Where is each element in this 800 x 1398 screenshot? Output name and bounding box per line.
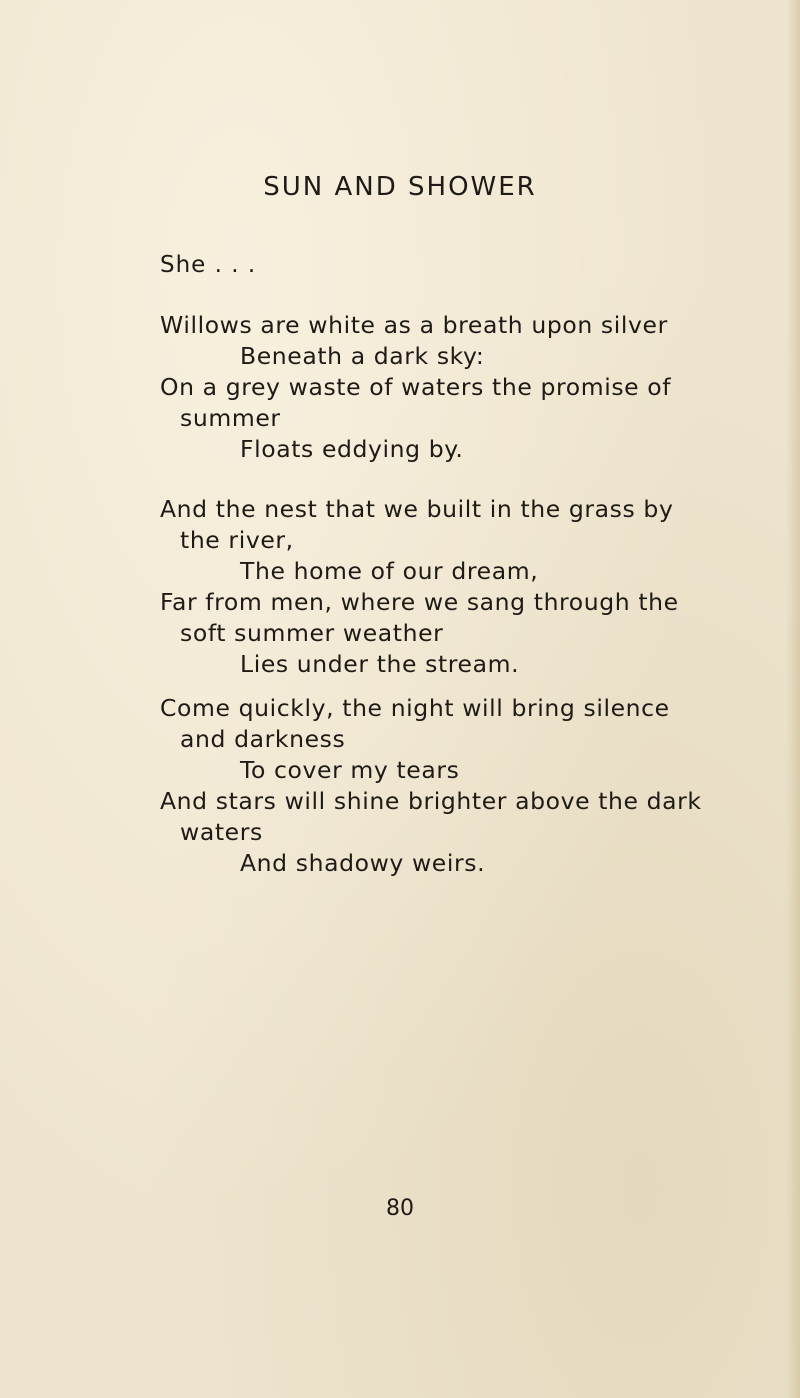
verse-line: Come quickly, the night will bring silence (160, 694, 670, 722)
speaker-label: She . . . (160, 252, 257, 278)
verse-line: the river, (180, 526, 294, 554)
verse-line: And stars will shine brighter above the dark (160, 787, 702, 815)
verse-line: And the nest that we built in the grass by (160, 495, 674, 523)
verse-line: And shadowy weirs. (240, 849, 486, 877)
verse-line: Beneath a dark sky: (240, 342, 485, 370)
verse-line: On a grey waste of waters the promise of (160, 373, 672, 401)
poem-title: SUN AND SHOWER (263, 172, 537, 202)
page-number: 80 (386, 1196, 414, 1221)
verse-line: summer (180, 404, 281, 432)
verse-line: and darkness (180, 725, 346, 753)
stanza-3 (160, 693, 750, 879)
verse-line: Willows are white as a breath upon silver (160, 311, 668, 339)
verse-line: To cover my tears (240, 756, 460, 784)
verse-line: soft summer weather (180, 619, 444, 647)
stanza-1 (160, 310, 750, 465)
verse-line: The home of our dream, (240, 557, 539, 585)
verse-line: Lies under the stream. (240, 650, 520, 678)
stanza-2 (160, 494, 750, 680)
verse-line: Far from men, where we sang through the (160, 588, 679, 616)
verse-line: Floats eddying by. (240, 435, 464, 463)
page-edge-shadow (786, 0, 800, 1398)
verse-line: waters (180, 818, 263, 846)
